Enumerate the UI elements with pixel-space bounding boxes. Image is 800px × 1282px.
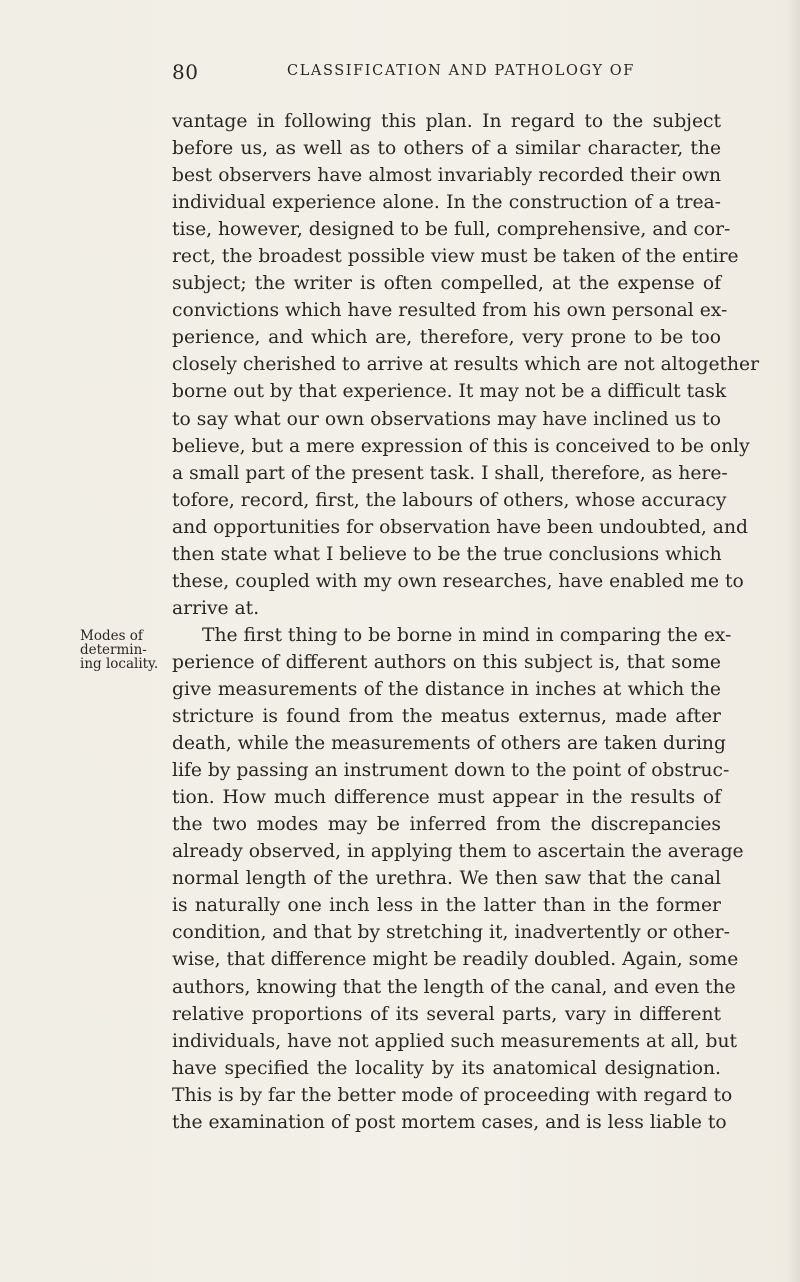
text-line (80, 811, 780, 838)
text-line-content: closely cherished to arrive at results which are not altogether (172, 354, 760, 376)
page-number: 80 (172, 60, 199, 84)
text-line (80, 1055, 780, 1082)
body-text (80, 108, 780, 1136)
text-line (80, 703, 780, 730)
text-line (80, 1001, 780, 1028)
text-line (80, 189, 780, 216)
text-line (80, 974, 780, 1001)
text-line (80, 919, 780, 946)
text-line-content: The first thing to be borne in mind in comparing the ex- (202, 624, 732, 646)
text-line-content: normal length of the urethra. We then saw that the canal (172, 868, 721, 890)
text-line (80, 487, 780, 514)
text-line (80, 433, 780, 460)
text-line-content: individual experience alone. In the construction of a trea- (172, 192, 721, 214)
text-line-content: tion. How much difference must appear in the results of (172, 787, 721, 809)
text-line-content: wise, that difference might be readily doubled. Again, some (172, 949, 739, 971)
text-line (80, 270, 780, 297)
text-line-content: authors, knowing that the length of the canal, and even the (172, 976, 736, 998)
text-line-content: life by passing an instrument down to the point of obstruc- (172, 760, 730, 782)
text-line (80, 757, 780, 784)
text-line (80, 135, 780, 162)
text-line-content: the two modes may be inferred from the discrepancies (172, 814, 721, 836)
text-line-content: a small part of the present task. I shall, therefore, as here- (172, 462, 728, 484)
sidenote-line: Modes of (80, 627, 143, 644)
text-line (80, 541, 780, 568)
text-line (80, 946, 780, 973)
text-line (80, 1082, 780, 1109)
text-line-content: convictions which have resulted from his own personal ex- (172, 300, 728, 322)
text-line-content: tofore, record, first, the labours of others, whose accuracy (172, 489, 727, 511)
text-line-content: borne out by that experience. It may not be a difficult task (172, 381, 727, 403)
text-line (80, 784, 780, 811)
text-line (80, 730, 780, 757)
text-line (80, 162, 780, 189)
text-line (80, 568, 780, 595)
text-line (80, 243, 780, 270)
text-line-content: believe, but a mere expression of this is conceived to be only (172, 435, 750, 457)
text-line (80, 216, 780, 243)
text-line-content: the examination of post mortem cases, and is less liable to (172, 1111, 727, 1133)
text-line-content: is naturally one inch less in the latter than in the former (172, 895, 721, 917)
text-line (80, 676, 780, 703)
text-line-content: give measurements of the distance in inches at which the (172, 678, 721, 700)
text-line (80, 351, 780, 378)
text-line (80, 595, 780, 622)
text-line-content: best observers have almost invariably recorded their own (172, 165, 721, 187)
text-line-content: This is by far the better mode of proceeding with regard to (172, 1084, 733, 1106)
page-edge-shadow (786, 0, 800, 1282)
text-line-content: stricture is found from the meatus externus, made after (172, 706, 721, 728)
text-line (80, 378, 780, 405)
text-line-content: before us, as well as to others of a similar character, the (172, 138, 721, 160)
text-line-content: arrive at. (172, 597, 260, 619)
text-line-content: then state what I believe to be the true conclusions which (172, 543, 722, 565)
text-line-content: condition, and that by stretching it, inadvertently or other- (172, 922, 730, 944)
sidenote-line: ing locality. (80, 655, 159, 672)
text-line-content: and opportunities for observation have been undoubted, and (172, 516, 748, 538)
text-line (80, 865, 780, 892)
text-line-content: perience, and which are, therefore, very prone to be too (172, 327, 721, 349)
text-line (80, 892, 780, 919)
text-line (80, 838, 780, 865)
text-line (80, 1109, 780, 1136)
text-line (80, 1028, 780, 1055)
text-line (80, 297, 780, 324)
text-line (80, 324, 780, 351)
text-line (80, 406, 780, 433)
text-line-content: rect, the broadest possible view must be taken of the entire (172, 246, 739, 268)
page-header (172, 60, 720, 84)
text-line-content: these, coupled with my own researches, have enabled me to (172, 570, 744, 592)
text-line-content: individuals, have not applied such measurements at all, but (172, 1030, 738, 1052)
text-line-content: vantage in following this plan. In regard to the subject (172, 111, 721, 132)
text-line-content: tise, however, designed to be full, comprehensive, and cor- (172, 219, 731, 241)
text-line-content: perience of different authors on this subject is, that some (172, 651, 721, 673)
running-head: CLASSIFICATION AND PATHOLOGY OF (287, 63, 635, 79)
text-line-content: relative proportions of its several parts, vary in different (172, 1003, 721, 1025)
text-line (80, 108, 780, 135)
text-line-content: to say what our own observations may have inclined us to (172, 408, 721, 430)
text-line-content: death, while the measurements of others are taken during (172, 733, 726, 755)
text-line (80, 514, 780, 541)
text-line-content: already observed, in applying them to ascertain the average (172, 841, 744, 863)
sidenote-line: determin- (80, 641, 147, 658)
text-line-content: have specified the locality by its anatomical designation. (172, 1057, 721, 1079)
text-line (80, 460, 780, 487)
text-line-content: subject; the writer is often compelled, at the expense of (172, 273, 721, 295)
text-line (80, 649, 780, 676)
